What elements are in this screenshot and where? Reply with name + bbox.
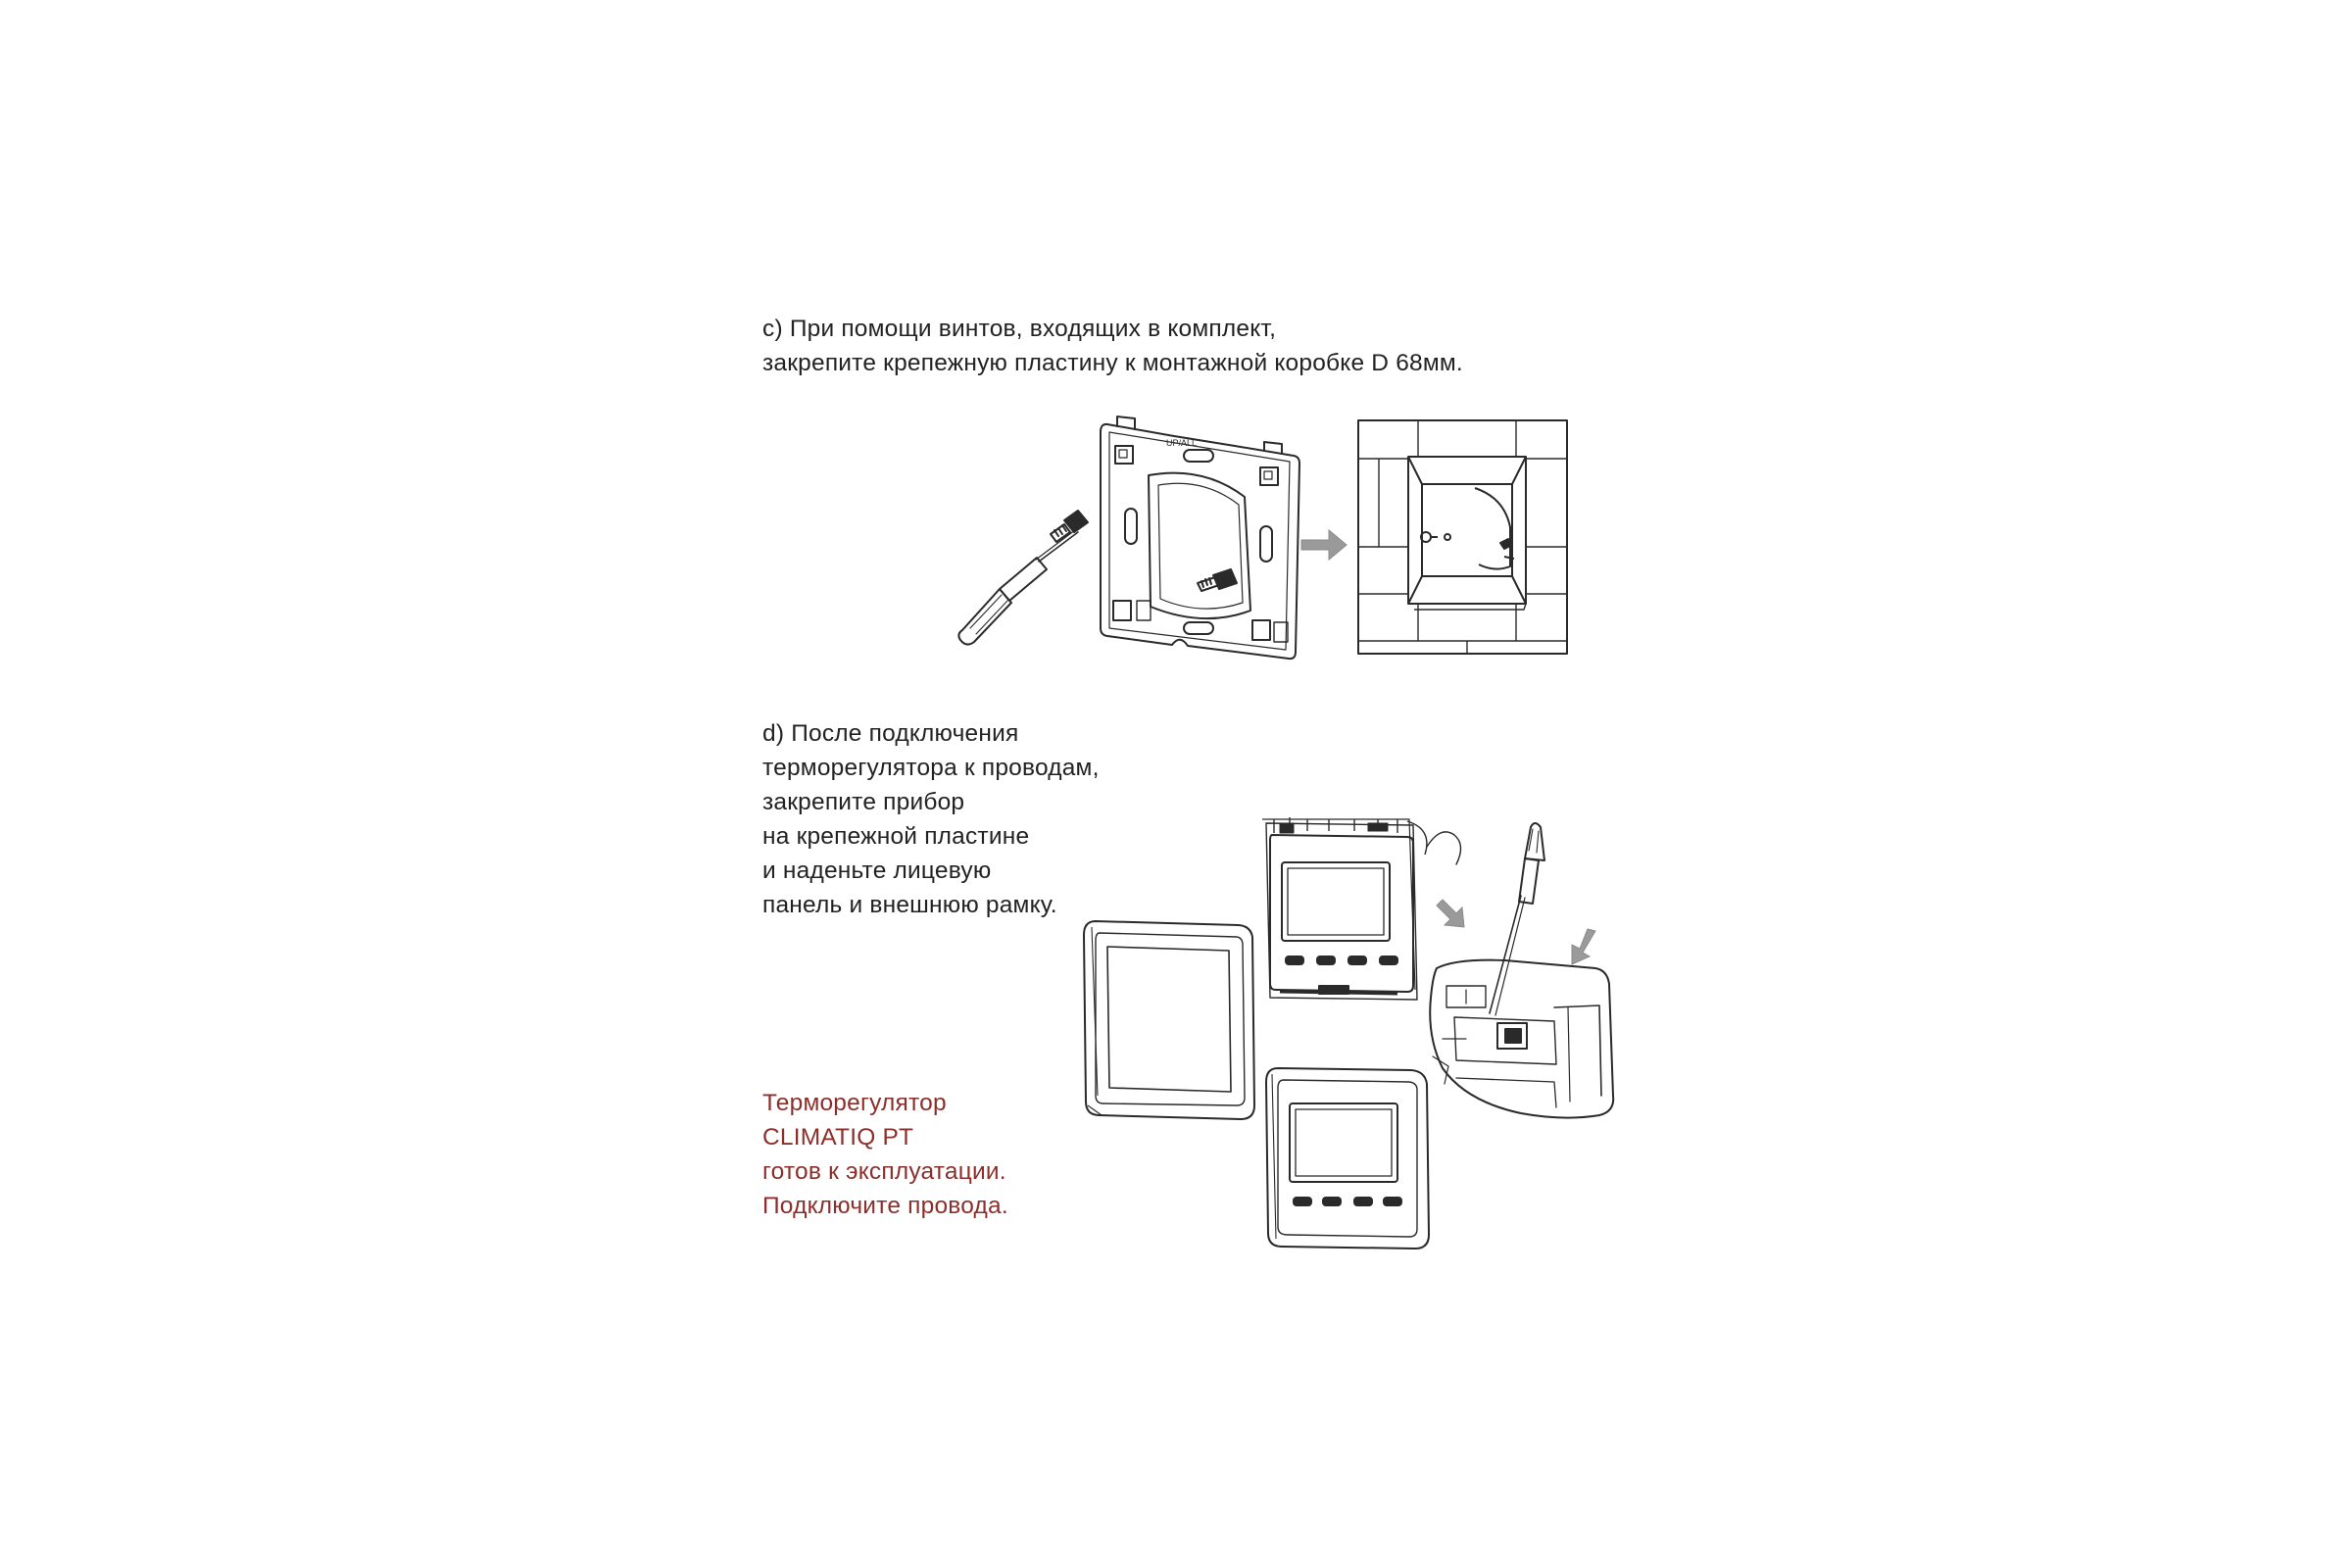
step-d-line: панель и внешнюю рамку.: [762, 892, 1057, 918]
step-d-line: и наденьте лицевую: [762, 858, 992, 884]
step-d-line: на крепежной пластине: [762, 823, 1030, 850]
note-line: CLIMATIQ PT: [762, 1124, 914, 1151]
detail-zoom-illustration: [1427, 821, 1619, 1125]
wall-box-illustration: [1357, 419, 1568, 655]
outer-frame-illustration: [1082, 919, 1256, 1123]
step-c-instruction: [762, 312, 1463, 380]
step-d-line: закрепите прибор: [762, 789, 965, 815]
screwdriver-icon: [1490, 823, 1544, 1015]
screwdriver-icon: [958, 530, 1078, 645]
plate-marking: UP/ALL: [1166, 438, 1198, 448]
step-c-line: закрепите крепежную пластину к монтажной коробке D 68мм.: [762, 350, 1463, 376]
mounting-plate-illustration: [941, 407, 1313, 671]
note-line: Терморегулятор: [762, 1090, 947, 1116]
screw-icon: [1051, 511, 1088, 542]
step-d-instruction: [762, 716, 1100, 922]
thermostat-mounting-illustration: [1260, 813, 1437, 1005]
arrow-right-icon: [1299, 527, 1348, 563]
step-d-line: терморегулятора к проводам,: [762, 755, 1100, 781]
screw-icon: [1198, 569, 1237, 591]
step-c-line: c) При помощи винтов, входящих в комплект,: [762, 316, 1277, 342]
note-line: готов к эксплуатации.: [762, 1158, 1006, 1185]
ready-note: [762, 1086, 1008, 1223]
thermostat-assembled-illustration: [1264, 1066, 1431, 1252]
note-line: Подключите провода.: [762, 1193, 1008, 1219]
step-d-line: d) После подключения: [762, 720, 1019, 747]
